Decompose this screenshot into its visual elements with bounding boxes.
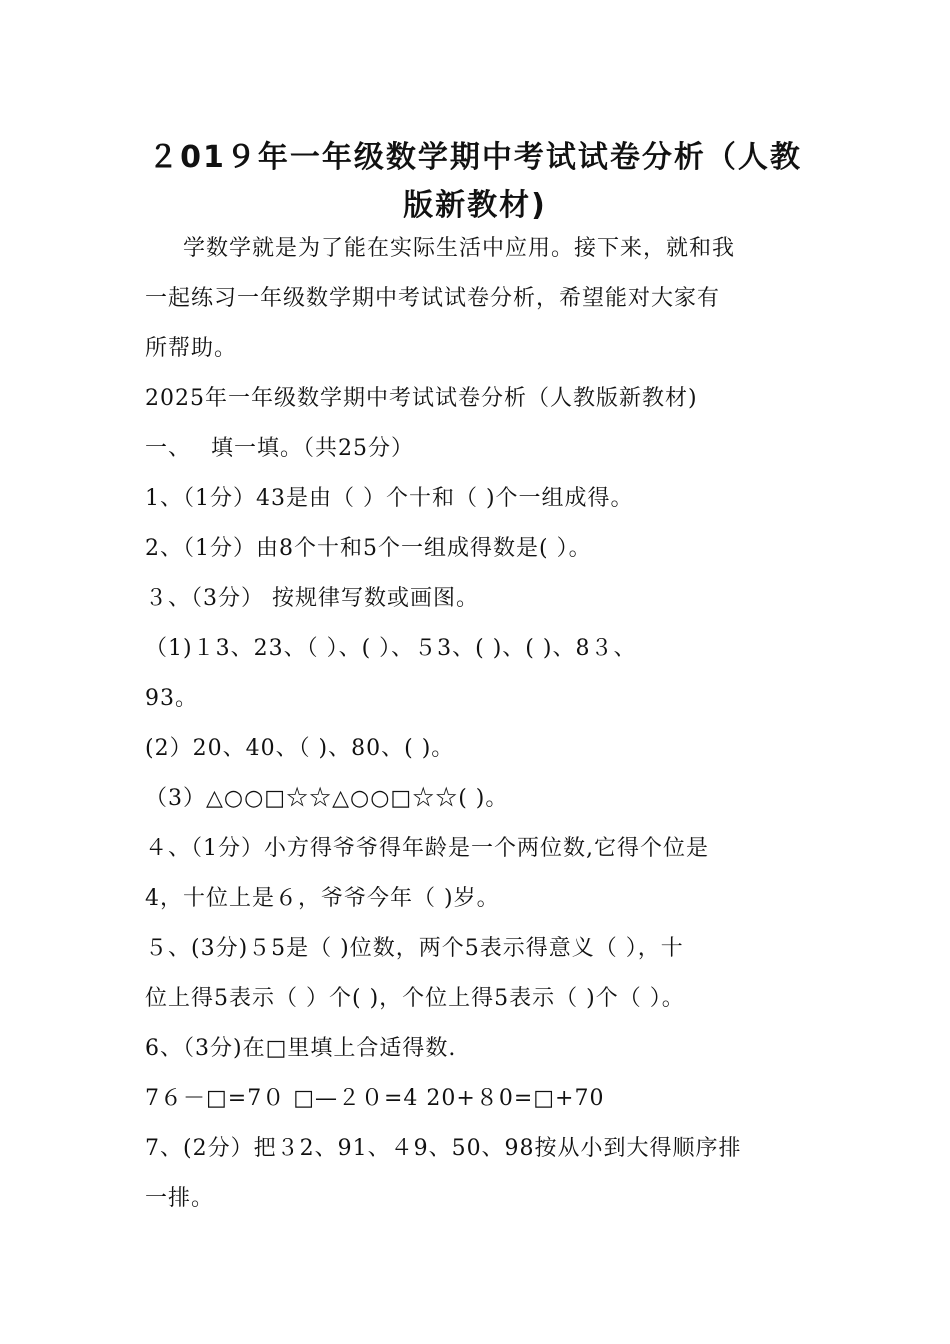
question-3-part-1: （1)１3、23、（ ）、( ）、５3、( )、( )、8３、 (145, 636, 637, 661)
question-3-part-3: （3）△○○□☆☆△○○□☆☆( )。 (145, 786, 509, 811)
question-6-equations: 7６－□=7０ □—２０=4 20+８0=□+70 (145, 1086, 605, 1111)
question-3-part-2: (2）20、40、（ )、80、( )。 (145, 736, 455, 761)
question-5-continued: 位上得5表示（ ）个( )，个位上得5表示（ )个（ ）。 (145, 986, 685, 1011)
subtitle: 2025年一年级数学期中考试试卷分析（人教版新教材) (145, 386, 698, 411)
intro-line-2: 一起练习一年级数学期中考试试卷分析，希望能对大家有 (145, 286, 721, 311)
document-title-line-2: 版新教材) (403, 188, 547, 223)
question-7: 7、(2分）把３2、91、４9、50、98按从小到大得顺序排 (145, 1136, 742, 1161)
question-4: ４、（1分）小方得爷爷得年龄是一个两位数,它得个位是 (145, 836, 709, 861)
question-4-continued: 4，十位上是６，爷爷今年（ )岁。 (145, 886, 500, 911)
intro-line-3: 所帮助。 (145, 336, 238, 361)
section-heading-fill-in: 一、 填一填。（共25分） (145, 436, 414, 461)
question-3: ３、（3分） 按规律写数或画图。 (145, 586, 479, 611)
question-2: 2、（1分）由8个十和5个一组成得数是( ）。 (145, 536, 592, 561)
intro-line-1: 学数学就是为了能在实际生活中应用。接下来，就和我 (183, 236, 736, 261)
question-7-continued: 一排。 (145, 1186, 215, 1211)
question-5: ５、(3分)５5是（ )位数，两个5表示得意义（ ），十 (145, 936, 684, 961)
question-6: 6、（3分)在□里填上合适得数. (145, 1036, 457, 1061)
document-title-line-1: ２01９年一年级数学期中考试试卷分析（人教 (148, 140, 802, 175)
question-3-part-1-continued: 93。 (145, 686, 198, 711)
question-1: 1、（1分）43是由（ ）个十和（ )个一组成得。 (145, 486, 634, 511)
